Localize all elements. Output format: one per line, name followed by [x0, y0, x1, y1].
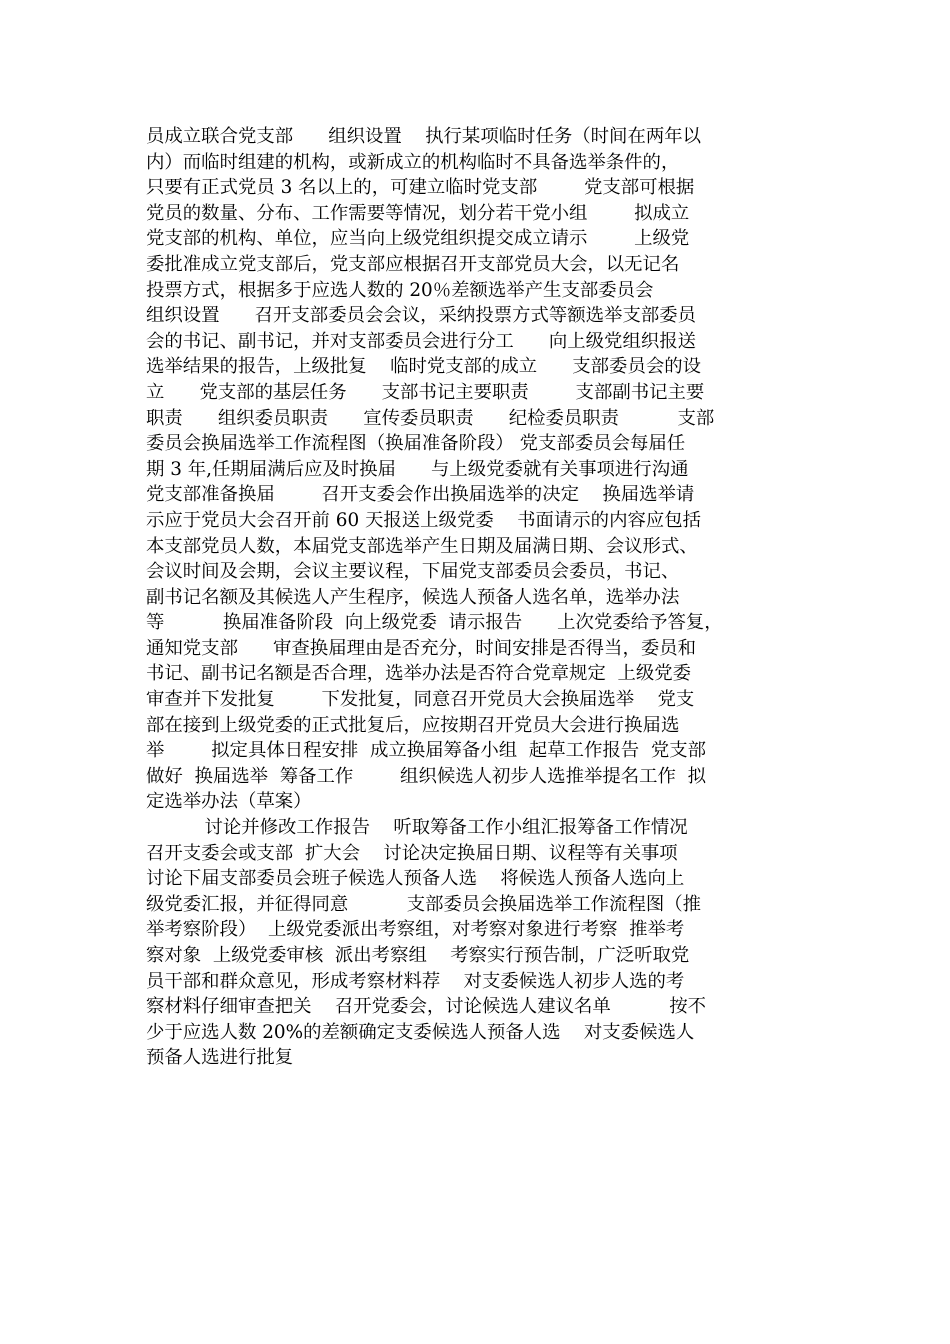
text-line: 察材料仔细审查把关 召开党委会，讨论候选人建议名单 按不 — [146, 996, 706, 1018]
text-line: 投票方式，根据多于应选人数的 20％差额选举产生支部委员会 — [146, 279, 654, 301]
text-line: 讨论下届支部委员会班子候选人预备人选 将候选人预备人选向上 — [146, 868, 685, 890]
text-line: 委员会换届选举工作流程图（换届准备阶段） 党支部委员会每届任 — [146, 433, 686, 455]
text-line: 只要有正式党员 3 名以上的，可建立临时党支部 党支部可根据 — [146, 177, 695, 199]
body-text — [146, 124, 818, 1071]
text-line: 员成立联合党支部 组织设置 执行某项临时任务（时间在两年以 — [146, 126, 702, 147]
text-line: 通知党支部 审查换届理由是否充分，时间安排是否得当，委员和 — [146, 637, 697, 659]
text-line: 选举结果的报告，上级批复 临时党支部的成立 支部委员会的设 — [146, 356, 702, 378]
text-line: 职责 组织委员职责 宣传委员职责 纪检委员职责 支部 — [146, 407, 715, 429]
text-line: 期 3 年,任期届满后应及时换届 与上级党委就有关事项进行沟通 — [146, 458, 689, 480]
text-line: 内）而临时组建的机构，或新成立的机构临时不具备选举条件的， — [146, 151, 680, 173]
text-line: 级党委汇报，并征得同意 支部委员会换届选举工作流程图（推 — [146, 893, 702, 915]
text-line: 等 换届准备阶段 向上级党委 请示报告 上次党委给予答复， — [146, 612, 723, 634]
text-line: 党员的数量、分布、工作需要等情况，划分若干党小组 拟成立 — [146, 202, 690, 224]
text-line: 预备人选进行批复 — [146, 1047, 294, 1069]
text-line: 员干部和群众意见，形成考察材料荐 对支委候选人初步人选的考 — [146, 970, 685, 992]
text-line: 召开支委会或支部 扩大会 讨论决定换届日期、议程等有关事项 — [146, 842, 678, 864]
text-line: 副书记名额及其候选人产生程序，候选人预备人选名单，选举办法 — [146, 586, 680, 608]
text-line: 党支部准备换届 召开支委会作出换届选举的决定 换届选举请 — [146, 484, 695, 506]
text-line: 立 党支部的基层任务 支部书记主要职责 支部副书记主要 — [146, 381, 705, 403]
text-line: 党支部的机构、单位，应当向上级党组织提交成立请示 上级党 — [146, 228, 690, 250]
text-line: 组织设置 召开支部委员会会议，采纳投票方式等额选举支部委员 — [146, 305, 697, 327]
text-line: 书记、副书记名额是否合理，选举办法是否符合党章规定 上级党委 — [146, 663, 692, 685]
text-line: 做好 换届选举 筹备工作 组织候选人初步人选推举提名工作 拟 — [146, 765, 706, 787]
text-line: 审查并下发批复 下发批复，同意召开党员大会换届选举 党支 — [146, 689, 695, 711]
text-line: 察对象 上级党委审核 派出考察组 考察实行预告制，广泛听取党 — [146, 945, 690, 966]
text-line: 举考察阶段） 上级党委派出考察组，对考察对象进行考察 推举考 — [146, 919, 685, 941]
text-line: 会议时间及会期，会议主要议程，下届党支部委员会委员，书记、 — [146, 561, 680, 583]
text-line: 委批准成立党支部后，党支部应根据召开支部党员大会，以无记名 — [146, 253, 680, 275]
text-line: 讨论并修改工作报告 听取筹备工作小组汇报筹备工作情况 — [146, 817, 688, 839]
text-line: 部在接到上级党委的正式批复后，应按期召开党员大会进行换届选 — [146, 714, 680, 736]
text-line: 少于应选人数 20%的差额确定支委候选人预备人选 对支委候选人 — [146, 1021, 695, 1043]
text-line: 示应于党员大会召开前 60 天报送上级党委 书面请示的内容应包括 — [146, 509, 702, 531]
text-line: 定选举办法（草案） — [146, 791, 312, 813]
text-line: 会的书记、副书记，并对支部委员会进行分工 向上级党组织报送 — [146, 330, 697, 352]
text-line: 本支部党员人数，本届党支部选举产生日期及届满日期、会议形式、 — [146, 535, 698, 557]
text-line: 举 拟定具体日程安排 成立换届筹备小组 起草工作报告 党支部 — [146, 740, 706, 762]
